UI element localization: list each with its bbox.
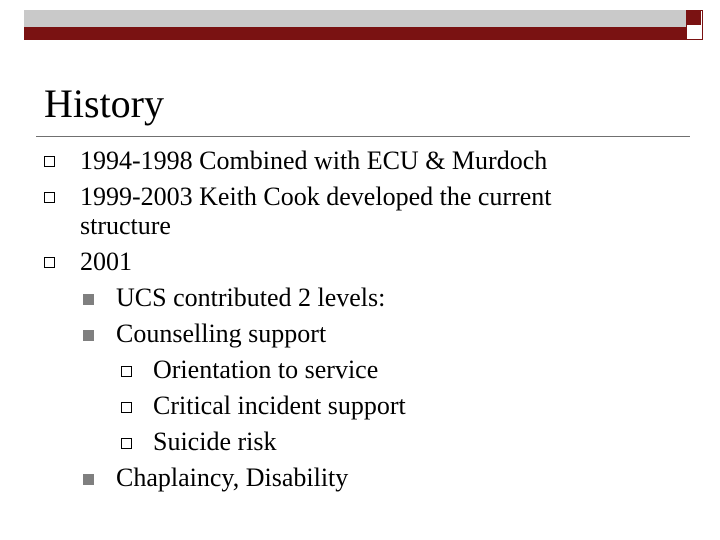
bullet-text: 1999-2003 Keith Cook developed the current (80, 182, 552, 211)
sub-sub-bullet-text: Suicide risk (153, 427, 277, 456)
slide-title: History (44, 81, 164, 126)
sub-bullet-text: UCS contributed 2 levels: (116, 283, 386, 312)
bullet-text: 2001 (80, 247, 132, 276)
filled-square-bullet-icon (83, 294, 94, 305)
hollow-square-bullet-icon (121, 402, 132, 413)
sub-bullet-text: Chaplaincy, Disability (116, 463, 349, 492)
hollow-square-bullet-icon (121, 438, 132, 449)
bullet-text: 1994-1998 Combined with ECU & Murdoch (80, 146, 548, 175)
hollow-square-bullet-icon (44, 156, 55, 167)
hollow-square-bullet-icon (44, 257, 55, 268)
bullet-text-continuation: structure (80, 211, 171, 240)
sub-sub-bullet-text: Orientation to service (153, 355, 379, 384)
sub-sub-bullet-text: Critical incident support (153, 391, 406, 420)
filled-square-bullet-icon (83, 474, 94, 485)
hollow-square-bullet-icon (44, 192, 55, 203)
filled-square-bullet-icon (83, 330, 94, 341)
sub-bullet-text: Counselling support (116, 319, 327, 348)
hollow-square-bullet-icon (121, 366, 132, 377)
